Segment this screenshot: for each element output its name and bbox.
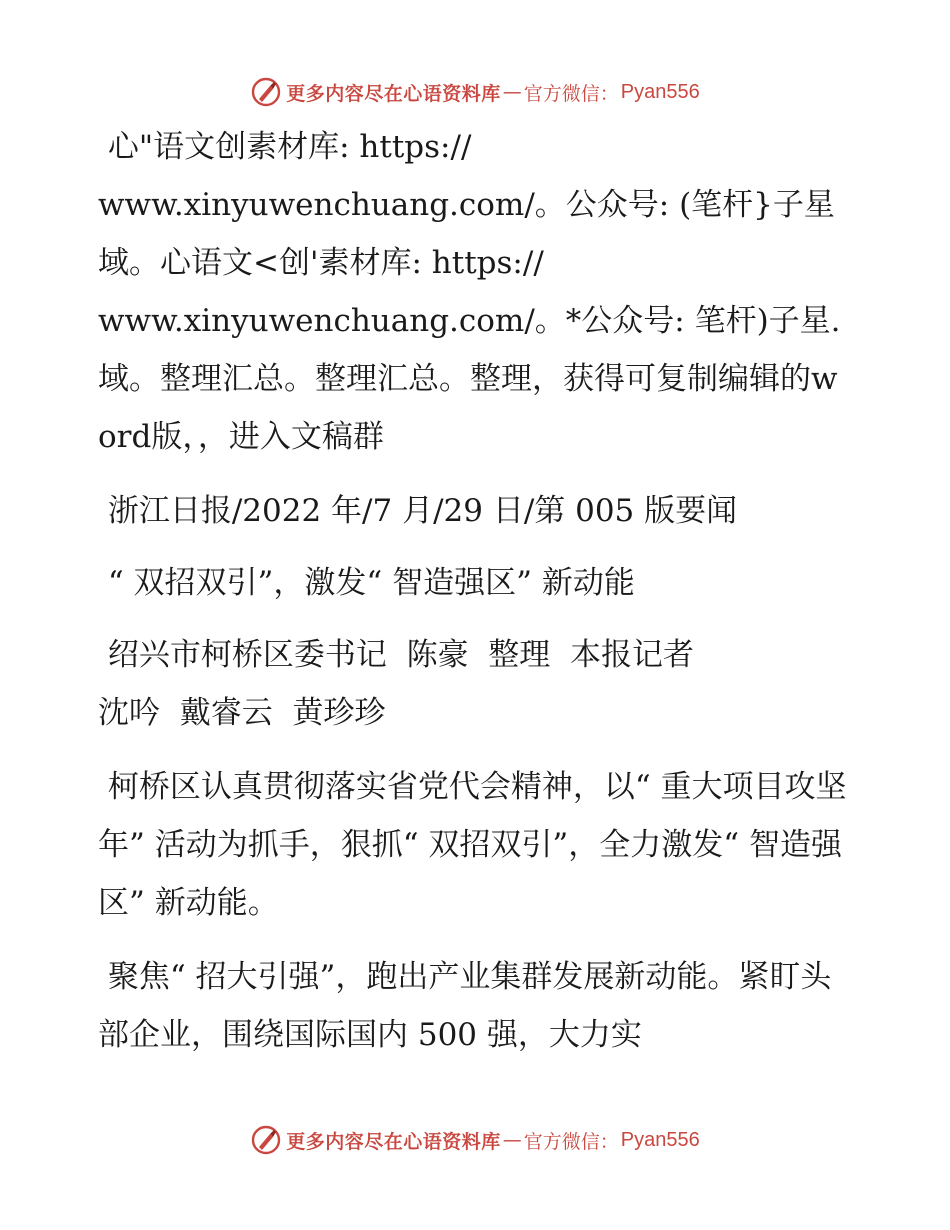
banner-dash: —	[502, 81, 522, 103]
official-wechat-label: 官方微信：	[523, 1130, 619, 1153]
banner-dash: —	[502, 1129, 522, 1151]
site-name: 更多内容尽在心语资料库	[286, 1130, 501, 1153]
official-wechat-label: 官方微信：	[523, 82, 619, 105]
pen-logo-icon	[250, 76, 282, 108]
site-name: 更多内容尽在心语资料库	[286, 82, 501, 105]
article-title: “ 双招双引”，激发“ 智造强区” 新动能	[98, 565, 635, 601]
source-line: 浙江日报/2022 年/7 月/29 日/第 005 版要闻	[98, 493, 738, 529]
footer-banner	[0, 1120, 950, 1160]
document-body	[98, 118, 858, 1080]
body-paragraph-2: 聚焦“ 招大引强”，跑出产业集群发展新动能。紧盯头部企业，围绕国际国内 500 强，大力实	[98, 959, 832, 1053]
wechat-id: Pyan556	[620, 80, 700, 103]
wechat-id: Pyan556	[620, 1128, 700, 1151]
author-line: 绍兴市柯桥区委书记 陈豪 整理 本报记者 沈吟 戴睿云 黄珍珍	[98, 637, 694, 731]
intro-paragraph: 心"语文创素材库: https:// www.xinyuwenchuang.com/。公众号: (笔杆}子星域。心语文<创'素材库: https:// www.xinyuwenchuang.com/。*公众号: 笔杆)子星.域。整理汇总。整理汇总。整理，获得可复制编辑的w ord版，，进入文稿群	[98, 129, 841, 455]
pen-logo-icon	[250, 1124, 282, 1156]
header-banner	[0, 72, 950, 112]
body-paragraph-1: 柯桥区认真贯彻落实省党代会精神，以“ 重大项目攻坚年” 活动为抓手，狠抓“ 双招双引”，全力激发“ 智造强区” 新动能。	[98, 769, 847, 921]
